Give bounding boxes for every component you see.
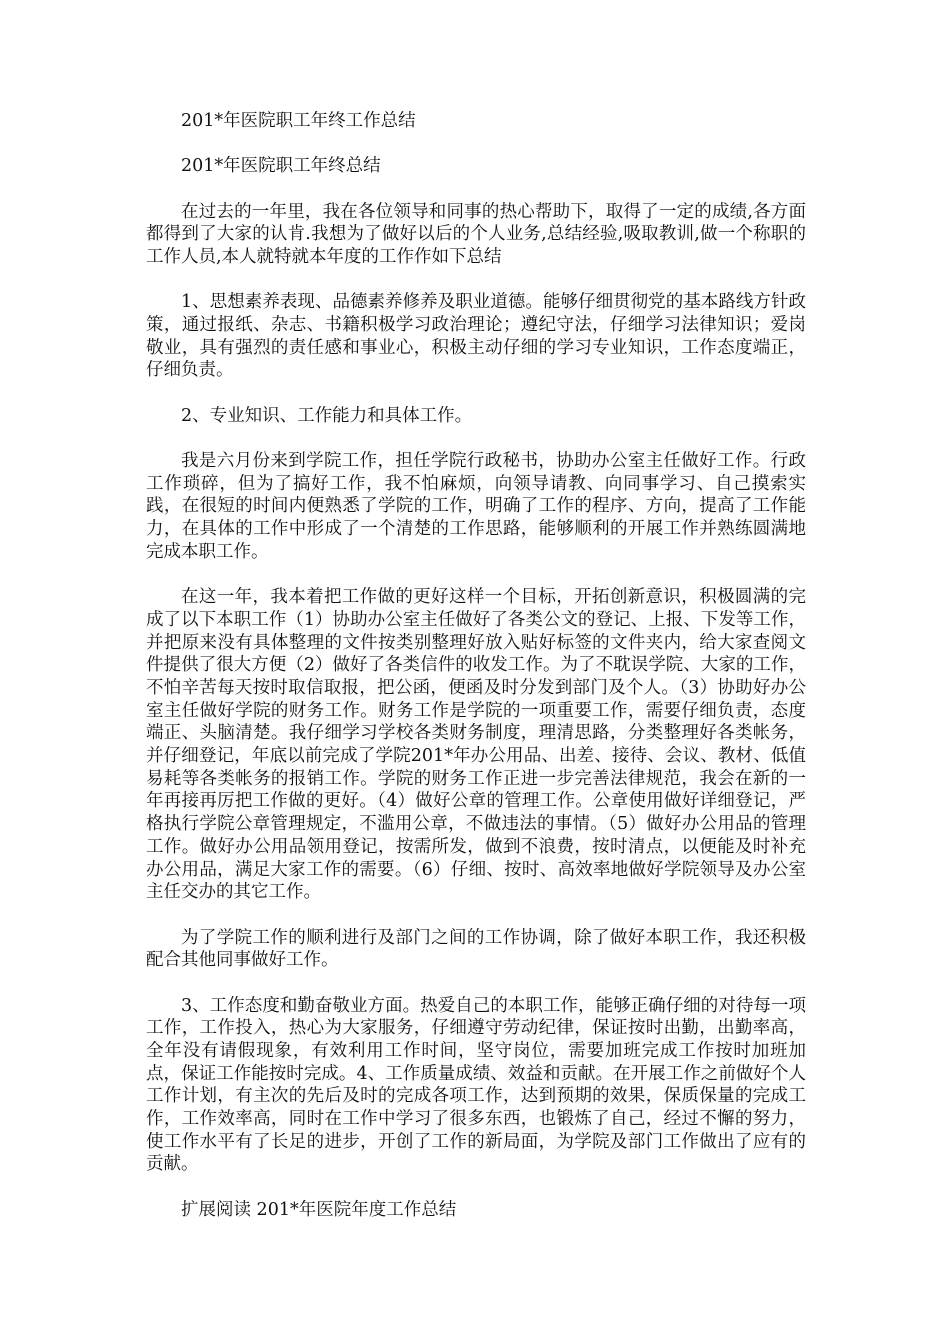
paragraph-section-3: 3、工作态度和勤奋敬业方面。热爱自己的本职工作，能够正确仔细的对待每一项工作，工作投入，热心为大家服务，仔细遵守劳动纪律，保证按时出勤，出勤率高，全年没有请假现象，有效利用工作时间，坚守岗位，需要加班完成工作按时加班加点，保证工作能按时完成。4、工作质量成绩、效益和贡献。在开展工作之前做好个人工作计划，有主次的先后及时的完成各项工作，达到预期的效果，保质保量的完成工作，工作效率高，同时在工作中学习了很多东西，也锻炼了自己，经过不懈的努力，使工作水平有了长足的进步，开创了工作的新局面，为学院及部门工作做出了应有的贡献。 bbox=[146, 995, 806, 1175]
document-subtitle: 201*年医院职工年终总结 bbox=[181, 156, 381, 177]
paragraph-duties: 在这一年，我本着把工作做的更好这样一个目标，开拓创新意识，积极圆满的完成了以下本职工作（1）协助办公室主任做好了各类公文的登记、上报、下发等工作，并把原来没有具体整理的文件按类别整理好放入贴好标签的文件夹内，给大家查阅文件提供了很大方便（2）做好了各类信件的收发工作。为了不耽误学院、大家的工作，不怕辛苦每天按时取信取报，把公函，便函及时分发到部门及个人。（3）协助好办公室主任做好学院的财务工作。财务工作是学院的一项重要工作，需要仔细负责，态度端正、头脑清楚。我仔细学习学校各类财务制度，理清思路，分类整理好各类帐务，并仔细登记，年底以前完成了学院201*年办公用品、出差、接待、会议、教材、低值易耗等各类帐务的报销工作。学院的财务工作正进一步完善法律规范，我会在新的一年再接再厉把工作做的更好。（4）做好公章的管理工作。公章使用做好详细登记，严格执行学院公章管理规定，不滥用公章，不做违法的事情。（5）做好办公用品的管理工作。做好办公用品领用登记，按需所发，做到不浪费，按时清点，以便能及时补充办公用品，满足大家工作的需要。（6）仔细、按时、高效率地做好学院领导及办公室主任交办的其它工作。 bbox=[146, 587, 806, 903]
paragraph-cooperation: 为了学院工作的顺利进行及部门之间的工作协调，除了做好本职工作，我还积极配合其他同事做好工作。 bbox=[146, 927, 806, 971]
document-title: 201*年医院职工年终工作总结 bbox=[181, 111, 416, 131]
further-reading-link[interactable]: 扩展阅读 201*年医院年度工作总结 bbox=[181, 1199, 457, 1220]
document-body bbox=[146, 110, 806, 1244]
paragraph-intro: 在过去的一年里，我在各位领导和同事的热心帮助下，取得了一定的成绩,各方面都得到了大家的认肯.我想为了做好以后的个人业务,总结经验,吸取教训,做一个称职的工作人员,本人就特就本年度的工作作如下总结 bbox=[146, 201, 806, 267]
paragraph-section-1: 1、思想素养表现、品德素养修养及职业道德。能够仔细贯彻党的基本路线方针政策，通过报纸、杂志、书籍积极学习政治理论；遵纪守法，仔细学习法律知识；爱岗敬业，具有强烈的责任感和事业心，积极主动仔细的学习专业知识，工作态度端正，仔细负责。 bbox=[146, 292, 806, 381]
paragraph-job-description: 我是六月份来到学院工作，担任学院行政秘书，协助办公室主任做好工作。行政工作琐碎，但为了搞好工作，我不怕麻烦，向领导请教、向同事学习、自己摸索实践，在很短的时间内便熟悉了学院的工作，明确了工作的程序、方向，提高了工作能力，在具体的工作中形成了一个清楚的工作思路，能够顺利的开展工作并熟练圆满地完成本职工作。 bbox=[146, 451, 806, 562]
paragraph-section-2-heading: 2、专业知识、工作能力和具体工作。 bbox=[181, 405, 473, 426]
